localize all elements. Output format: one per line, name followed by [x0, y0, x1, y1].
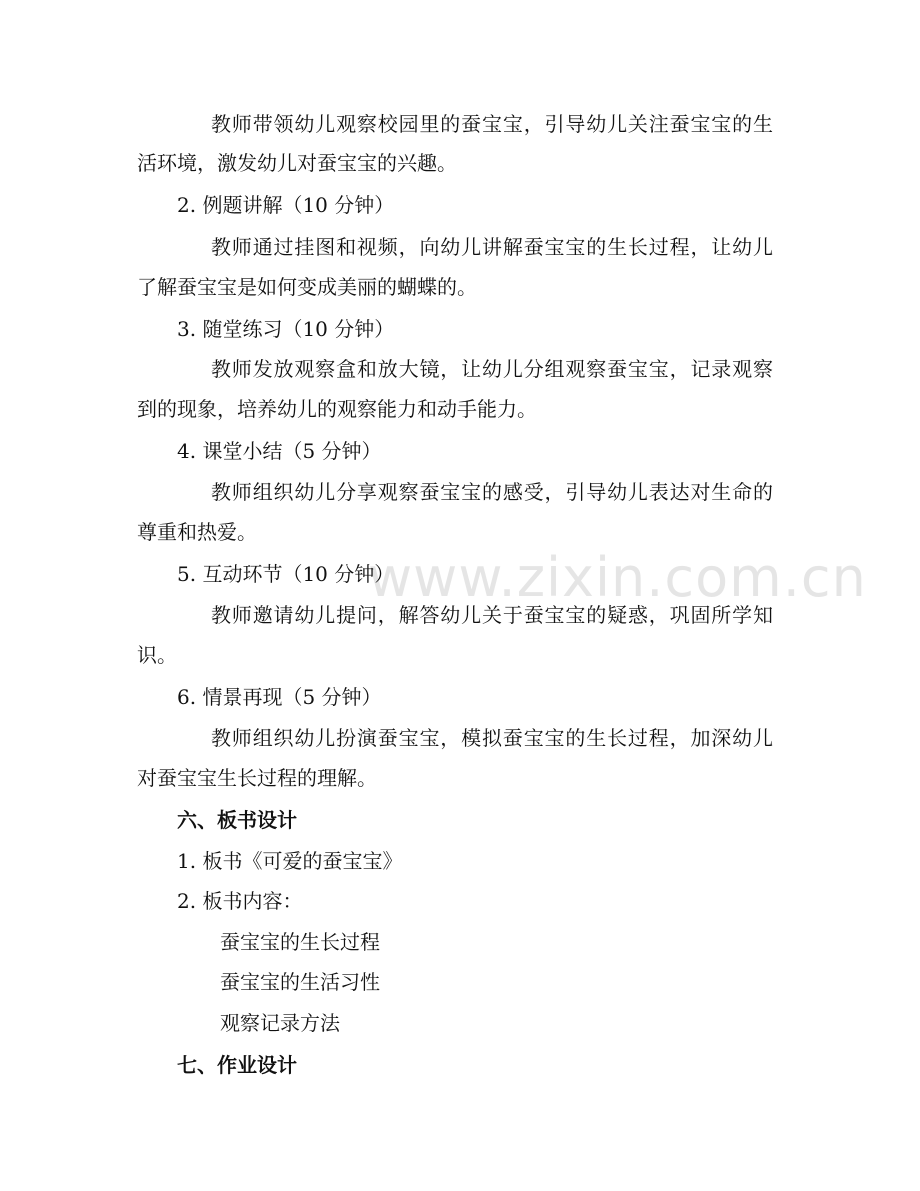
- watermark: www.zixin.com.cn: [368, 546, 867, 609]
- board-item-1: 1. 板书《可爱的蚕宝宝》: [177, 849, 403, 873]
- paragraph-3-line-1: 教师发放观察盒和放大镜，让幼儿分组观察蚕宝宝，记录观察: [211, 357, 773, 381]
- board-content-line-2: 蚕宝宝的生活习性: [220, 970, 380, 994]
- paragraph-2-line-2: 了解蚕宝宝是如何变成美丽的蝴蝶的。: [137, 275, 477, 299]
- paragraph-3-line-2: 到的现象，培养幼儿的观察能力和动手能力。: [137, 397, 537, 421]
- paragraph-6-line-1: 教师组织幼儿扮演蚕宝宝，模拟蚕宝宝的生长过程，加深幼儿: [211, 726, 773, 750]
- section-7-heading: 七、作业设计: [177, 1053, 297, 1077]
- step-4-heading: 4. 课堂小结（5 分钟）: [177, 439, 382, 463]
- paragraph-2-line-1: 教师通过挂图和视频，向幼儿讲解蚕宝宝的生长过程，让幼儿: [211, 235, 773, 259]
- board-item-2: 2. 板书内容：: [177, 889, 303, 913]
- paragraph-1-line-1: 教师带领幼儿观察校园里的蚕宝宝，引导幼儿关注蚕宝宝的生: [211, 112, 773, 136]
- paragraph-6-line-2: 对蚕宝宝生长过程的理解。: [137, 766, 377, 790]
- step-3-heading: 3. 随堂练习（10 分钟）: [177, 317, 395, 341]
- step-6-heading: 6. 情景再现（5 分钟）: [177, 685, 382, 709]
- paragraph-5-line-1: 教师邀请幼儿提问，解答幼儿关于蚕宝宝的疑惑，巩固所学知: [211, 603, 773, 627]
- board-content-line-1: 蚕宝宝的生长过程: [220, 930, 380, 954]
- paragraph-1-line-2: 活环境，激发幼儿对蚕宝宝的兴趣。: [137, 151, 457, 175]
- paragraph-4-line-2: 尊重和热爱。: [137, 520, 257, 544]
- section-6-heading: 六、板书设计: [177, 808, 297, 832]
- paragraph-5-line-2: 识。: [137, 643, 177, 667]
- step-5-heading: 5. 互动环节（10 分钟）: [177, 562, 395, 586]
- board-content-line-3: 观察记录方法: [220, 1011, 340, 1035]
- paragraph-4-line-1: 教师组织幼儿分享观察蚕宝宝的感受，引导幼儿表达对生命的: [211, 480, 773, 504]
- step-2-heading: 2. 例题讲解（10 分钟）: [177, 193, 395, 217]
